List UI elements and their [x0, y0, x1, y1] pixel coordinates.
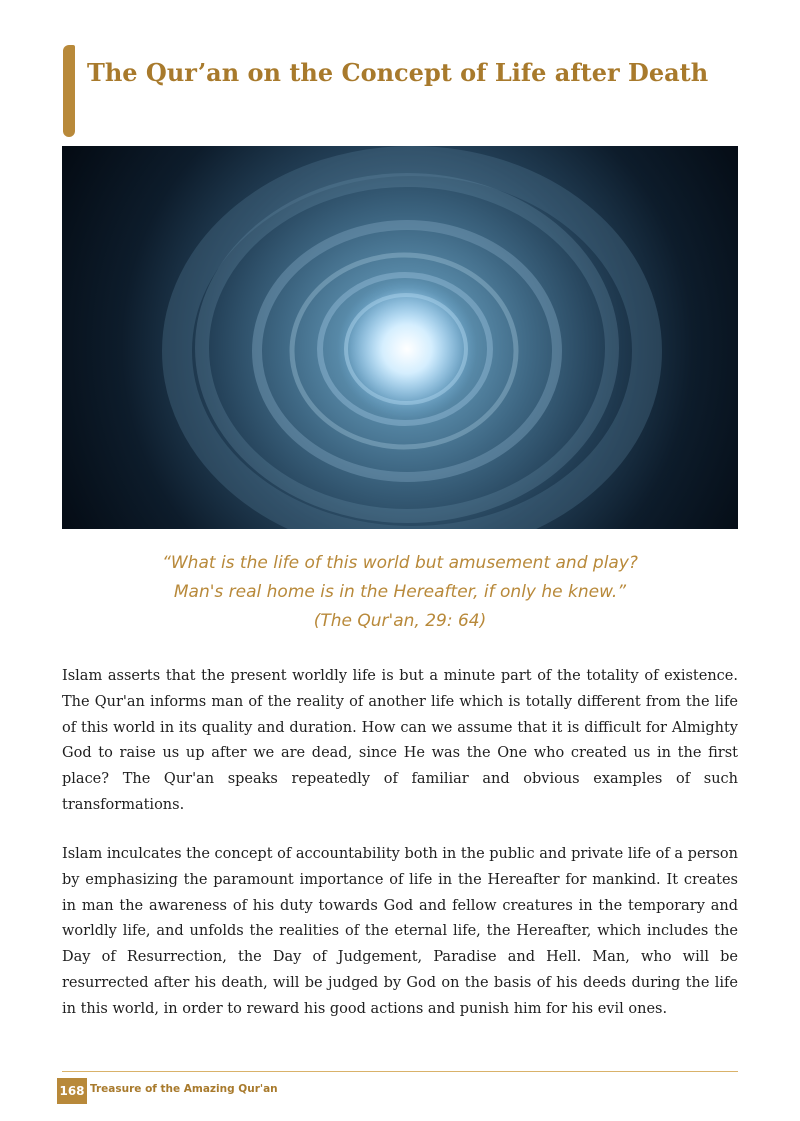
quote-citation: (The Qur'an, 29: 64): [313, 611, 487, 631]
footer-divider: [62, 1071, 738, 1072]
tunnel-light-image: [62, 146, 738, 529]
book-title: Treasure of the Amazing Qur'an: [90, 1083, 278, 1095]
quote-line: “What is the life of this world but amusement and play?: [162, 553, 638, 573]
page-number: 168: [57, 1078, 87, 1104]
body-paragraph: Islam inculcates the concept of accountability both in the public and private life of a person by emphasizing the paramount importance of life in the Hereafter for mankind. It creates in man the awareness of his duty towards God and fellow creatures in the temporary and worldly life, and unfolds the realities of the eternal life, the Hereafter, which includes the Day of Resurrection, the Day of Judgement, Paradise and Hell. Man, who will be resurrected after his death, will be judged by God on the basis of his deeds during the life in this world, in order to reward his good actions and punish him for his evil ones.: [62, 846, 738, 1017]
page-title: The Qur’an on the Concept of Life after Death: [87, 58, 709, 87]
title-accent-bar: [63, 45, 75, 137]
quote-line: Man's real home is in the Hereafter, if only he knew.”: [173, 582, 627, 602]
body-paragraph: Islam asserts that the present worldly life is but a minute part of the totality of existence. The Qur'an informs man of the reality of another life which is totally different from the life of this world in its quality and duration. How can we assume that it is difficult for Almighty God to raise us up after we are dead, since He was the One who created us in the first place? The Qur'an speaks repeatedly of familiar and obvious examples of such transformations.: [62, 668, 738, 813]
quote-block: [62, 549, 738, 636]
